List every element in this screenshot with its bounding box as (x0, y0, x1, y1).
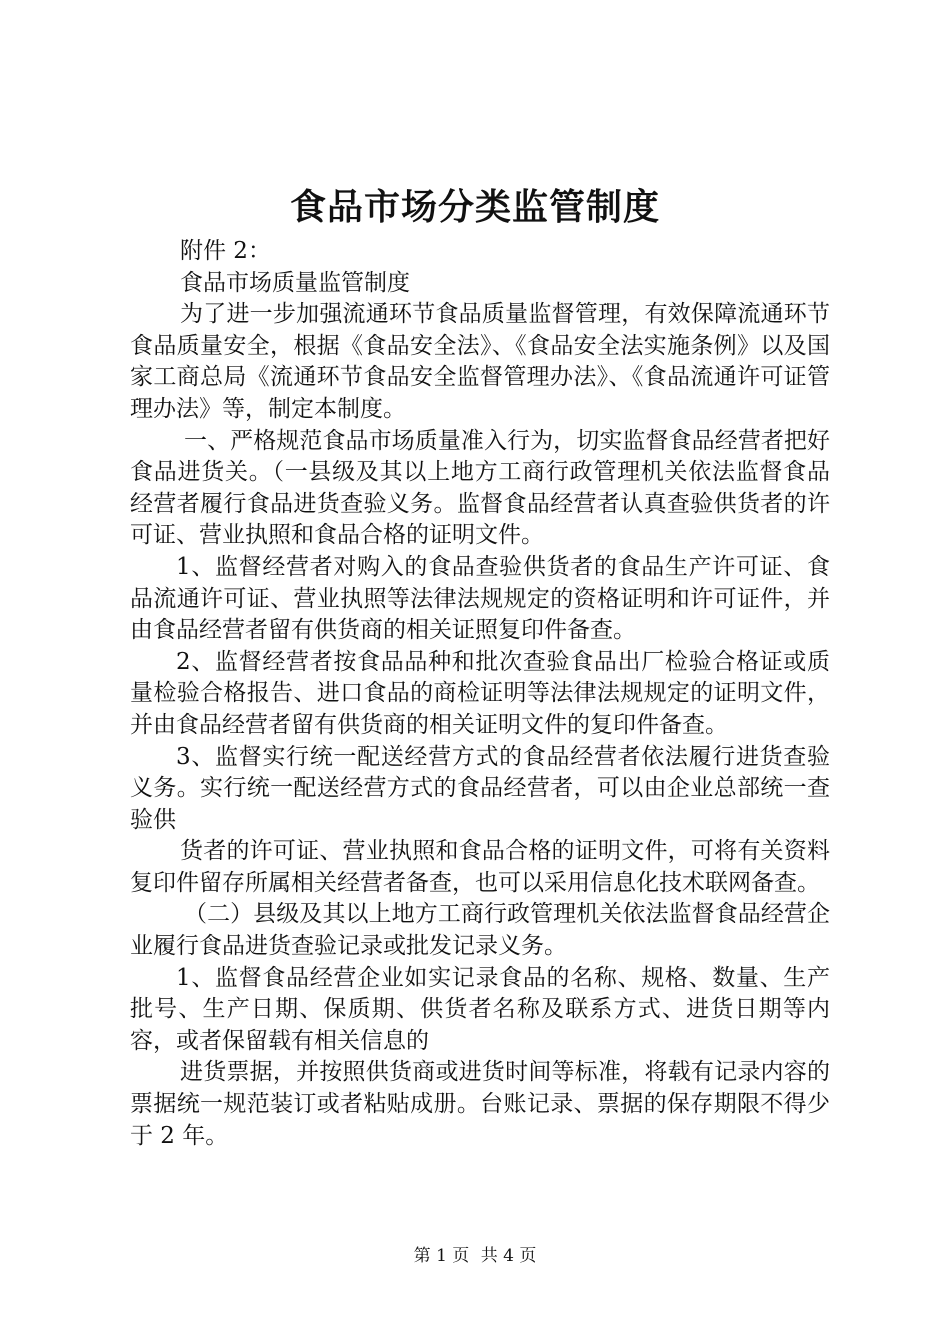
paragraph-intro: 为了进一步加强流通环节食品质量监督管理，有效保障流通环节食品质量安全，根据《食品安全法》、《食品安全法实施条例》以及国家工商总局《流通环节食品安全监督管理办法》、《食品流通许可证管理办法》等，制定本制度。 (130, 301, 830, 422)
paragraph-section-1: 一、严格规范食品市场质量准入行为，切实监督食品经营者把好食品进货关。（一县级及其以上地方工商行政管理机关依法监督食品经营者履行食品进货查验义务。监督食品经营者认真查验供货者的许可证、营业执照和食品合格的证明文件。 (130, 427, 830, 549)
paragraph-item-3-cont: 货者的许可证、营业执照和食品合格的证明文件，可将有关资料复印件留存所属相关经营者备查，也可以采用信息化技术联网备查。 (130, 838, 830, 896)
paragraph-item-3: 3、监督实行统一配送经营方式的食品经营者依法履行进货查验义务。实行统一配送经营方式的食品经营者，可以由企业总部统一查验供 (130, 743, 830, 833)
page-footer (0, 1244, 950, 1268)
page-number: 第 1 页 (413, 1246, 470, 1266)
document-title: 食品市场分类监管制度 (289, 187, 660, 228)
paragraph-record-1: 1、监督食品经营企业如实记录食品的名称、规格、数量、生产批号、生产日期、保质期、供货者名称及联系方式、进货日期等内容，或者保留载有相关信息的 (130, 964, 830, 1054)
paragraph-item-2: 2、监督经营者按食品品种和批次查验食品出厂检验合格证或质量检验合格报告、进口食品的商检证明等法律法规规定的证明文件，并由食品经营者留有供货商的相关证明文件的复印件备查。 (130, 648, 830, 738)
document-body (130, 236, 830, 1152)
section-heading: 食品市场质量监管制度 (180, 269, 410, 296)
paragraph-item-1: 1、监督经营者对购入的食品查验供货者的食品生产许可证、食品流通许可证、营业执照等法律法规规定的资格证明和许可证件，并由食品经营者留有供货商的相关证照复印件备查。 (130, 553, 830, 644)
paragraph-record-1-cont: 进货票据，并按照供货商或进货时间等标准，将载有记录内容的票据统一规范装订或者粘贴成册。台账记录、票据的保存期限不得少于 2 年。 (130, 1059, 830, 1149)
paragraph-section-2: （二）县级及其以上地方工商行政管理机关依法监督食品经营企业履行食品进货查验记录或批发记录义务。 (130, 901, 830, 960)
attachment-label: 附件 2： (180, 238, 271, 264)
page-total: 共 4 页 (480, 1246, 537, 1266)
